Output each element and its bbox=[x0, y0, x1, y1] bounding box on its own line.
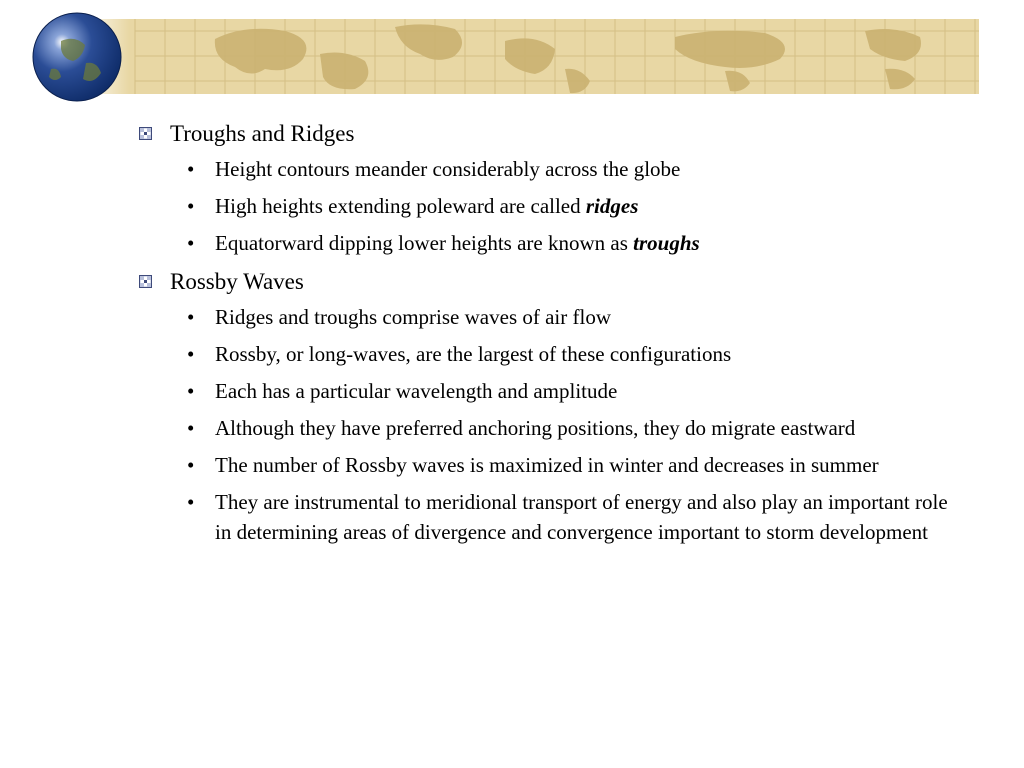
list-item bbox=[136, 376, 956, 406]
section-heading-rossby-waves bbox=[136, 265, 956, 299]
square-bullet-icon bbox=[139, 127, 152, 140]
list-item-text: Although they have preferred anchoring positions, they do migrate eastward bbox=[215, 416, 856, 440]
list-item bbox=[136, 339, 956, 369]
slide-content bbox=[136, 117, 956, 554]
list-item-text: They are instrumental to meridional transport of energy and also play an important role in determining areas of divergence and convergence important to storm development bbox=[215, 490, 948, 544]
dot-bullet: • bbox=[187, 305, 195, 329]
list-item bbox=[136, 191, 956, 221]
list-item bbox=[136, 154, 956, 184]
dot-bullet: • bbox=[187, 231, 195, 255]
emphasized-term: troughs bbox=[633, 231, 700, 255]
dot-bullet: • bbox=[187, 416, 195, 440]
list-item-text: Each has a particular wavelength and amplitude bbox=[215, 379, 618, 403]
list-item-text: Equatorward dipping lower heights are known as bbox=[215, 231, 634, 255]
list-item-text: High heights extending poleward are called bbox=[215, 194, 586, 218]
dot-bullet: • bbox=[187, 342, 195, 366]
square-bullet-icon bbox=[139, 275, 152, 288]
section-title: Troughs and Ridges bbox=[170, 121, 355, 146]
list-item bbox=[136, 487, 956, 547]
dot-bullet: • bbox=[187, 379, 195, 403]
globe-icon bbox=[31, 11, 123, 103]
section-title: Rossby Waves bbox=[170, 269, 304, 294]
list-item bbox=[136, 302, 956, 332]
list-item-text: Rossby, or long-waves, are the largest of these configurations bbox=[215, 342, 732, 366]
dot-bullet: • bbox=[187, 194, 195, 218]
world-map-banner bbox=[75, 19, 979, 94]
list-item bbox=[136, 450, 956, 480]
list-item-text: Height contours meander considerably across the globe bbox=[215, 157, 681, 181]
dot-bullet: • bbox=[187, 453, 195, 477]
dot-bullet: • bbox=[187, 490, 195, 514]
list-item bbox=[136, 228, 956, 258]
list-item bbox=[136, 413, 956, 443]
list-item-text: Ridges and troughs comprise waves of air flow bbox=[215, 305, 611, 329]
dot-bullet: • bbox=[187, 157, 195, 181]
emphasized-term: ridges bbox=[585, 194, 639, 218]
section-heading-troughs-ridges bbox=[136, 117, 956, 151]
list-item-text: The number of Rossby waves is maximized in winter and decreases in summer bbox=[215, 453, 879, 477]
